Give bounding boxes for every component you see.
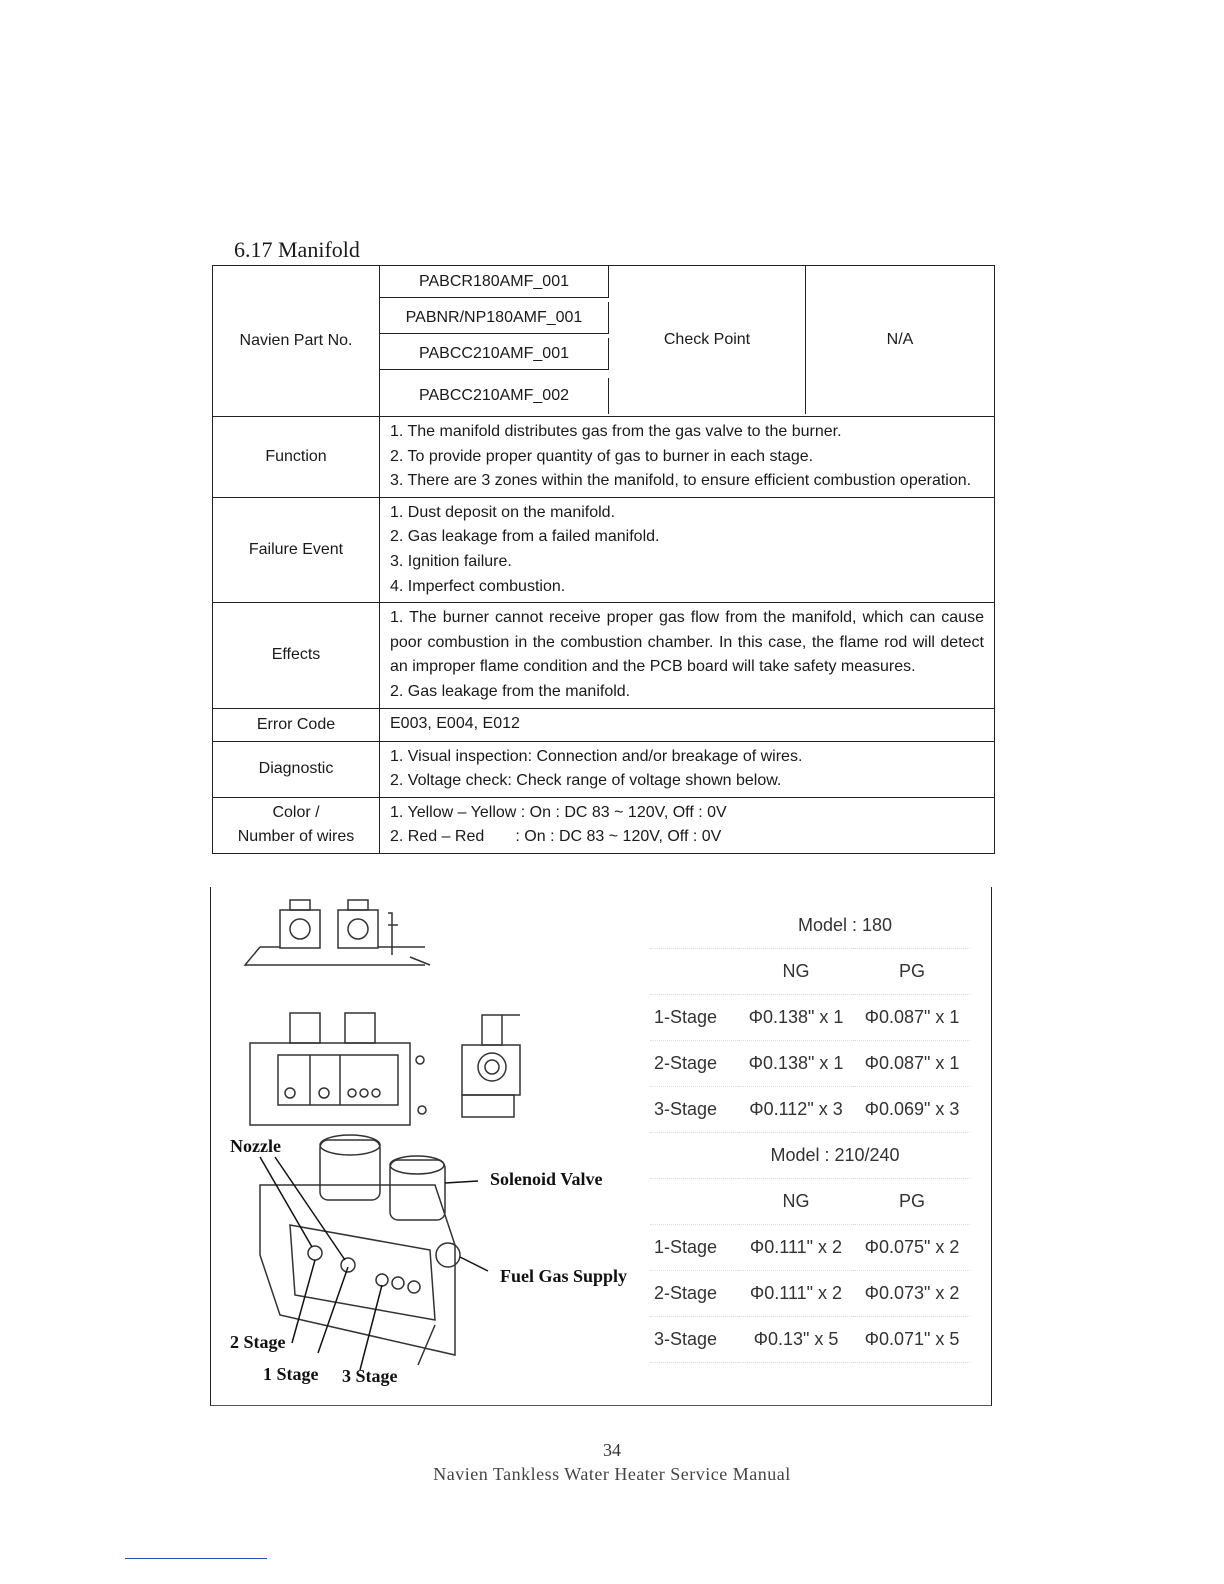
model-210-title-row bbox=[650, 1133, 970, 1179]
effects-text bbox=[380, 603, 995, 708]
failure-line-3: 3. Ignition failure. bbox=[390, 552, 512, 570]
model-210-stage-1-row bbox=[650, 1225, 970, 1271]
model-180-stage-3-pg: Φ0.069" x 3 bbox=[854, 1087, 970, 1133]
manifold-front-view bbox=[250, 1013, 426, 1125]
callout-fuel-gas-supply: Fuel Gas Supply bbox=[500, 1266, 628, 1286]
wires-label bbox=[213, 797, 380, 853]
model-210-stage-1-pg: Φ0.075" x 2 bbox=[854, 1225, 970, 1271]
wires-line-2: 2. Red – Red : On : DC 83 ~ 120V, Off : 0V bbox=[390, 828, 722, 846]
model-210-title: Model : 210/240 bbox=[650, 1133, 970, 1179]
model-180-stage-2-row bbox=[650, 1041, 970, 1087]
nozzle-size-table bbox=[650, 903, 970, 1363]
model-180-title-row bbox=[650, 903, 970, 949]
wires-label-line-2: Number of wires bbox=[237, 828, 355, 846]
model-180-stage-3-row bbox=[650, 1087, 970, 1133]
function-line-1: 1. The manifold distributes gas from the gas valve to the burner. bbox=[390, 423, 842, 440]
part-number-row bbox=[213, 266, 995, 417]
manifold-side-view bbox=[462, 1015, 520, 1117]
model-180-stage-3-ng: Φ0.112" x 3 bbox=[738, 1087, 854, 1133]
model-180-header-row bbox=[650, 949, 970, 995]
failure-label: Failure Event bbox=[213, 497, 380, 602]
model-180-stage-1-pg: Φ0.087" x 1 bbox=[854, 995, 970, 1041]
model-180-stage-2-ng: Φ0.138" x 1 bbox=[738, 1041, 854, 1087]
effects-label: Effects bbox=[213, 603, 380, 708]
failure-line-2: 2. Gas leakage from a failed manifold. bbox=[390, 528, 660, 546]
diagnostic-line-2: 2. Voltage check: Check range of voltage shown below. bbox=[390, 772, 782, 790]
footer-rule bbox=[125, 1558, 267, 1559]
diagnostic-row bbox=[213, 741, 995, 797]
manifold-perspective-view bbox=[260, 1135, 460, 1365]
failure-text bbox=[380, 497, 995, 602]
callout-1-stage: 1 Stage bbox=[263, 1364, 319, 1384]
model-210-stage-2: 2-Stage bbox=[650, 1271, 738, 1317]
error-code-value: E003, E004, E012 bbox=[380, 708, 995, 741]
part-number-1: PABCR180AMF_001 bbox=[380, 266, 609, 298]
wires-line-1: 1. Yellow – Yellow : On : DC 83 ~ 120V, Off : 0V bbox=[390, 803, 727, 821]
page-footer: Navien Tankless Water Heater Service Manual bbox=[433, 1464, 791, 1484]
model-180-title: Model : 180 bbox=[650, 903, 970, 949]
model-210-pg-header: PG bbox=[854, 1179, 970, 1225]
error-code-row bbox=[213, 708, 995, 741]
wires-text bbox=[380, 797, 995, 853]
model-180-stage-2-pg: Φ0.087" x 1 bbox=[854, 1041, 970, 1087]
model-210-header-row bbox=[650, 1179, 970, 1225]
failure-line-4: 4. Imperfect combustion. bbox=[390, 577, 566, 595]
model-180-stage-2: 2-Stage bbox=[650, 1041, 738, 1087]
page-number: 34 bbox=[603, 1440, 621, 1460]
effects-line-2: 2. Gas leakage from the manifold. bbox=[390, 682, 631, 700]
part-number-cell bbox=[380, 266, 995, 417]
part-number-4: PABCC210AMF_002 bbox=[380, 378, 609, 414]
function-row bbox=[213, 417, 995, 498]
callout-3-stage: 3 Stage bbox=[342, 1366, 398, 1386]
check-point-value: N/A bbox=[886, 331, 914, 348]
model-210-stage-2-row bbox=[650, 1271, 970, 1317]
model-180-stage-1: 1-Stage bbox=[650, 995, 738, 1041]
function-label: Function bbox=[213, 417, 380, 498]
diagnostic-text bbox=[380, 741, 995, 797]
check-point-label: Check Point bbox=[609, 266, 806, 414]
section-title: 6.17 Manifold bbox=[234, 237, 360, 262]
function-line-3: 3. There are 3 zones within the manifold, to ensure efficient combustion operation. bbox=[390, 472, 972, 490]
model-210-stage-3-ng: Φ0.13" x 5 bbox=[738, 1317, 854, 1363]
wires-label-line-1: Color / bbox=[272, 804, 320, 822]
manifold-spec-table bbox=[212, 265, 995, 854]
failure-line-1: 1. Dust deposit on the manifold. bbox=[390, 503, 616, 521]
diagnostic-label: Diagnostic bbox=[213, 741, 380, 797]
callout-nozzle: Nozzle bbox=[230, 1136, 281, 1156]
model-210-stage-2-pg: Φ0.073" x 2 bbox=[854, 1271, 970, 1317]
error-code-label: Error Code bbox=[213, 708, 380, 741]
model-210-stage-3: 3-Stage bbox=[650, 1317, 738, 1363]
model-210-stage-3-row bbox=[650, 1317, 970, 1363]
part-number-3: PABCC210AMF_001 bbox=[380, 338, 609, 370]
manifold-drawings bbox=[220, 895, 650, 1400]
wires-row bbox=[213, 797, 995, 853]
model-180-stage-1-ng: Φ0.138" x 1 bbox=[738, 995, 854, 1041]
callout-solenoid-valve: Solenoid Valve bbox=[490, 1169, 603, 1189]
effects-row bbox=[213, 603, 995, 708]
model-210-stage-1: 1-Stage bbox=[650, 1225, 738, 1271]
part-number-label: Navien Part No. bbox=[213, 266, 380, 417]
failure-row bbox=[213, 497, 995, 602]
model-180-pg-header: PG bbox=[854, 949, 970, 995]
model-210-stage-2-ng: Φ0.111" x 2 bbox=[738, 1271, 854, 1317]
model-180-ng-header: NG bbox=[738, 949, 854, 995]
part-number-2: PABNR/NP180AMF_001 bbox=[380, 302, 609, 334]
function-text bbox=[380, 417, 995, 498]
model-180-stage-3: 3-Stage bbox=[650, 1087, 738, 1133]
function-line-2: 2. To provide proper quantity of gas to burner in each stage. bbox=[390, 447, 814, 465]
model-210-stage-3-pg: Φ0.071" x 5 bbox=[854, 1317, 970, 1363]
manifold-top-view bbox=[245, 900, 430, 965]
model-210-ng-header: NG bbox=[738, 1179, 854, 1225]
callout-2-stage: 2 Stage bbox=[230, 1332, 286, 1352]
callout-leader-lines bbox=[260, 1157, 488, 1370]
effects-line-1: 1. The burner cannot receive proper gas flow from the manifold, which can cause poor combustion in the combustion chamber. In this case, the flame rod will detect an improper flame condition and the PCB board will take safety measures. bbox=[390, 609, 984, 676]
model-210-stage-1-ng: Φ0.111" x 2 bbox=[738, 1225, 854, 1271]
diagnostic-line-1: 1. Visual inspection: Connection and/or breakage of wires. bbox=[390, 747, 803, 765]
model-180-stage-1-row bbox=[650, 995, 970, 1041]
